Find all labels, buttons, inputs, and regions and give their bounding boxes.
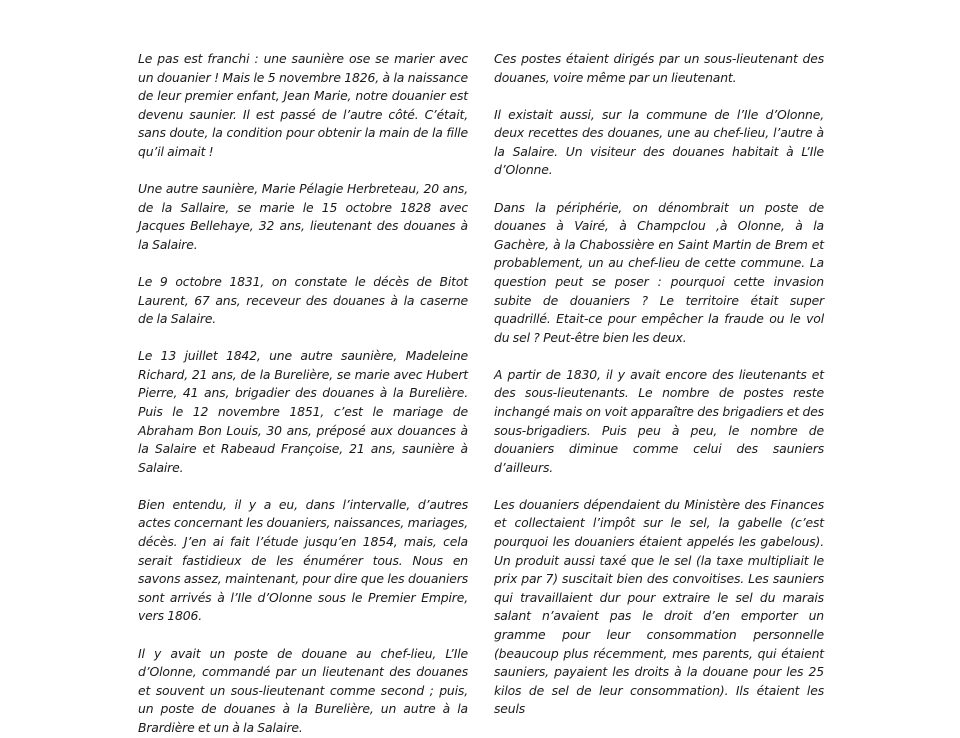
left-text-column	[138, 50, 468, 738]
paragraph: Dans la périphérie, on dénombrait un poste de douanes à Vairé, à Champclou ,à Olonne, à la Gachère, à la Chabossière en Saint Martin de Brem et probablement, un au chef-lieu de cette commune. La question peut se poser : pourquoi cette invasion subite de douaniers ? Le territoire était super quadrillé. Etait-ce pour empêcher la fraude ou le vol du sel ? Peut-être bien les deux.	[494, 199, 824, 345]
paragraph: Les douaniers dépendaient du Ministère des Finances et collectaient l’impôt sur le sel, la gabelle (c’est pourquoi les douaniers étaient appelés les gabelous). Un produit aussi taxé que le sel (la taxe multipliait le prix par 7) suscitait bien des convoitises. Les sauniers qui travaillaient dur pour extraire le sel du marais salant n’avaient pas le droit d’en emporter un gramme pour leur consommation personnelle (beaucoup plus récemment, mes parents, qui étaient sauniers, payaient les droits à la douane pour les 25 kilos de sel de leur consommation). Ils étaient les seuls	[494, 496, 824, 717]
paragraph: Le 13 juillet 1842, une autre saunière, Madeleine Richard, 21 ans, de la Burelière, se marie avec Hubert Pierre, 41 ans, brigadier des douanes à la Burelière. Puis le 12 novembre 1851, c’est le mariage de Abraham Bon Louis, 30 ans, préposé aux douances à la Salaire et Rabeaud Françoise, 21 ans, saunière à Salaire.	[138, 348, 468, 475]
paragraph: Bien entendu, il y a eu, dans l’intervalle, d’autres actes concernant les douaniers, naissances, mariages, décès. J’en ai fait l’étude jusqu’en 1854, mais, cela serait fastidieux de les énumérer tous. Nous en savons assez, maintenant, pour dire que les douaniers sont arrivés à l’Ile d’Olonne sous le Premier Empire, vers 1806.	[138, 496, 468, 624]
paragraph: Une autre saunière, Marie Pélagie Herbreteau, 20 ans, de la Sallaire, se marie le 15 octobre 1828 avec Jacques Bellehaye, 32 ans, lieutenant des douanes à la Salaire.	[138, 181, 468, 252]
paragraph: A partir de 1830, il y avait encore des lieutenants et des sous-lieutenants. Le nombre de postes reste inchangé mais on voit apparaître des brigadiers et des sous-brigadiers. Puis peu à peu, le nombre de douaniers diminue comme celui des sauniers d’ailleurs.	[494, 366, 824, 475]
paragraph: Le pas est franchi : une saunière ose se marier avec un douanier ! Mais le 5 novembre 1826, à la naissance de leur premier enfant, Jean Marie, notre douanier est devenu saunier. Il est passé de l’autre côté. C’était, sans doute, la condition pour obtenir la main de la fille qu’il aimait !	[138, 51, 468, 159]
right-text-column	[494, 50, 824, 719]
paragraph: Il existait aussi, sur la commune de l’Ile d’Olonne, deux recettes des douanes, une au chef-lieu, l’autre à la Salaire. Un visiteur des douanes habitait à L’Ile d’Olonne.	[494, 106, 824, 178]
paragraph: Ces postes étaient dirigés par un sous-lieutenant des douanes, voire même par un lieutenant.	[494, 51, 824, 85]
paragraph: Il y avait un poste de douane au chef-lieu, L’Ile d’Olonne, commandé par un lieutenant des douanes et souvent un sous-lieutenant comme second ; puis, un poste de douanes à la Burelière, un autre à la Brardière et un à la Salaire.	[138, 645, 468, 735]
paragraph: Le 9 octobre 1831, on constate le décès de Bitot Laurent, 67 ans, receveur des douanes à la caserne de la Salaire.	[138, 273, 468, 327]
